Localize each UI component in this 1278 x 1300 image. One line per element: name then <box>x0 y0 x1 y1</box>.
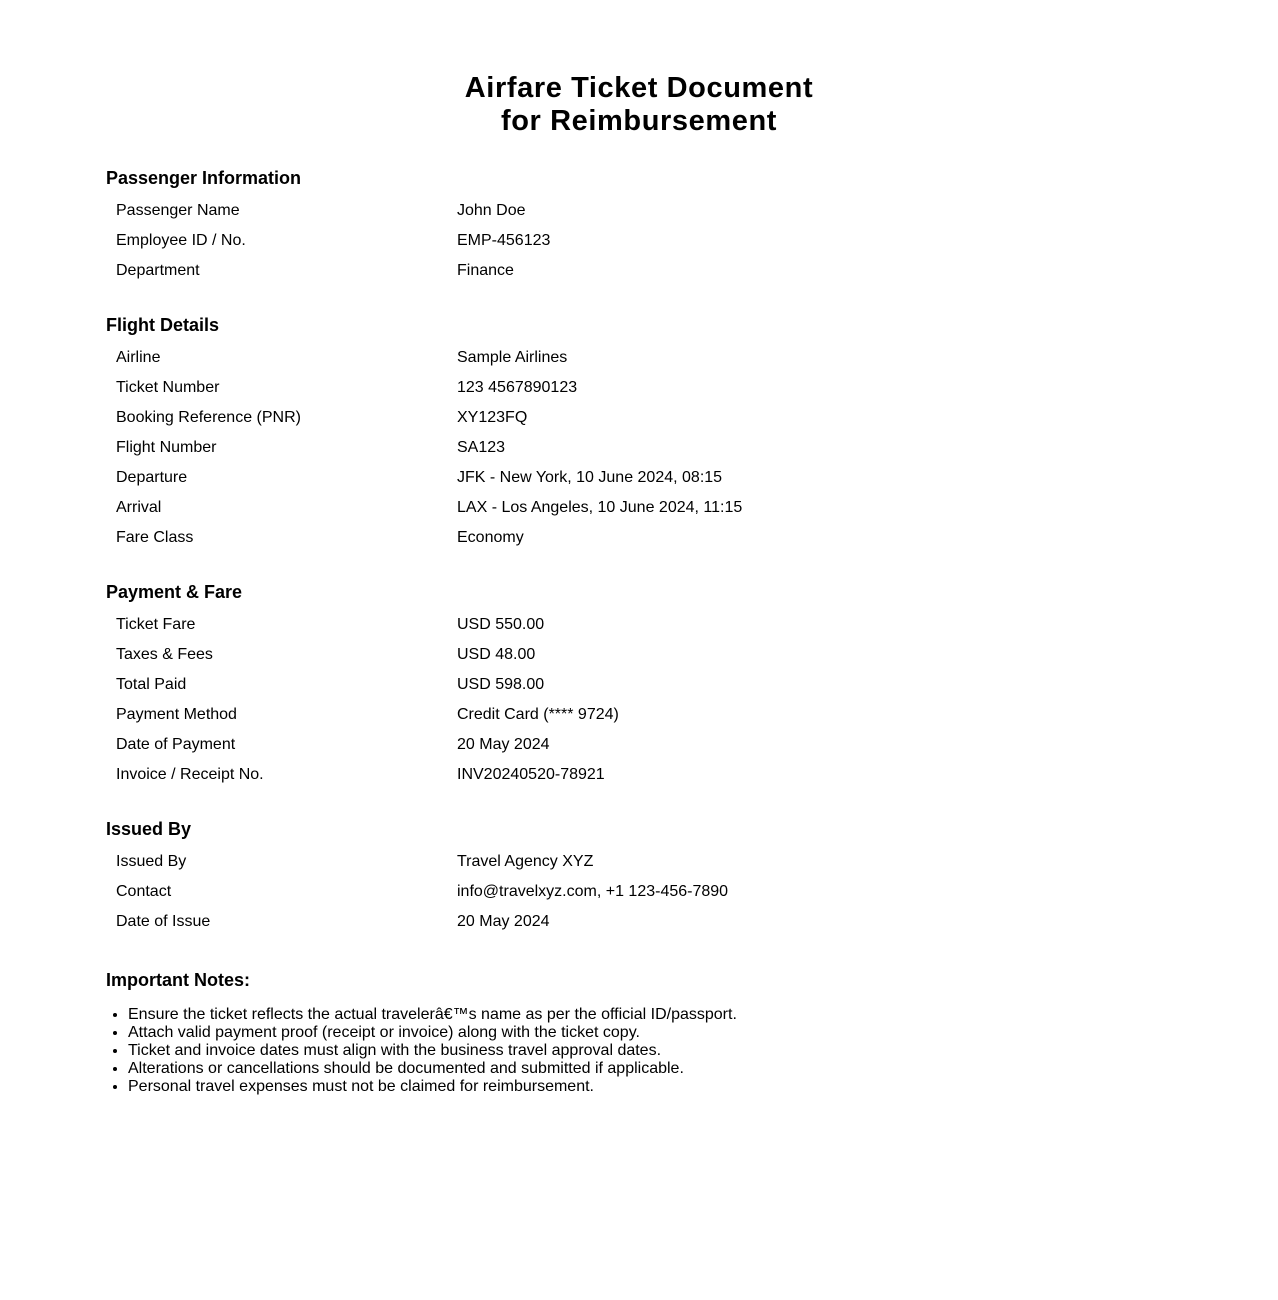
payment-fare-table <box>106 610 629 790</box>
ticket-fare-value: USD 550.00 <box>457 616 545 633</box>
table-row <box>106 700 629 730</box>
booking-reference-label: Booking Reference (PNR) <box>116 409 301 426</box>
notes-list <box>106 1006 737 1096</box>
issued-by-table <box>106 847 738 937</box>
flight-section-heading: Flight Details <box>106 315 220 335</box>
payment-method-value: Credit Card (**** 9724) <box>457 706 619 723</box>
ticket-number-value: 123 4567890123 <box>457 379 578 396</box>
table-row <box>106 433 752 463</box>
passenger-name-label: Passenger Name <box>116 202 240 219</box>
flight-details-table <box>106 343 752 553</box>
total-paid-value: USD 598.00 <box>457 676 545 693</box>
ticket-fare-label: Ticket Fare <box>116 616 196 633</box>
total-paid-label: Total Paid <box>116 676 187 693</box>
arrival-value: LAX - Los Angeles, 10 June 2024, 11:15 <box>457 499 743 516</box>
table-row <box>106 493 752 523</box>
table-row <box>106 256 560 286</box>
payment-section-heading: Payment & Fare <box>106 582 243 602</box>
document-title-line-1: Airfare Ticket Document <box>464 72 814 104</box>
ticket-number-label: Ticket Number <box>116 379 220 396</box>
invoice-receipt-label: Invoice / Receipt No. <box>116 766 264 783</box>
notes-heading: Important Notes: <box>106 970 250 990</box>
employee-id-value: EMP-456123 <box>457 232 551 249</box>
date-of-issue-label: Date of Issue <box>116 913 211 930</box>
table-row <box>106 226 560 256</box>
table-row <box>106 670 629 700</box>
passenger-info-table <box>106 196 560 286</box>
table-row <box>106 403 752 433</box>
list-item: • Alterations or cancellations should be documented and submitted if applicable. <box>128 1060 737 1078</box>
employee-id-label: Employee ID / No. <box>116 232 246 249</box>
taxes-fees-value: USD 48.00 <box>457 646 536 663</box>
table-row <box>106 640 629 670</box>
document-title <box>106 72 1172 138</box>
department-value: Finance <box>457 262 514 279</box>
fare-class-value: Economy <box>457 529 524 546</box>
issued-section-heading: Issued By <box>106 819 192 839</box>
table-row <box>106 730 629 760</box>
taxes-fees-label: Taxes & Fees <box>116 646 213 663</box>
departure-label: Departure <box>116 469 188 486</box>
list-item: • Ticket and invoice dates must align with the business travel approval dates. <box>128 1042 737 1060</box>
departure-value: JFK - New York, 10 June 2024, 08:15 <box>457 469 723 486</box>
table-row <box>106 463 752 493</box>
date-of-issue-value: 20 May 2024 <box>457 913 550 930</box>
table-row <box>106 196 560 226</box>
date-of-payment-label: Date of Payment <box>116 736 236 753</box>
table-row <box>106 610 629 640</box>
list-item: • Attach valid payment proof (receipt or invoice) along with the ticket copy. <box>128 1024 737 1042</box>
issued-by-label: Issued By <box>116 853 187 870</box>
booking-reference-value: XY123FQ <box>457 409 528 426</box>
list-item: • Personal travel expenses must not be claimed for reimbursement. <box>128 1078 737 1096</box>
passenger-name-value: John Doe <box>457 202 526 219</box>
flight-number-label: Flight Number <box>116 439 217 456</box>
table-row <box>106 760 629 790</box>
fare-class-label: Fare Class <box>116 529 194 546</box>
payment-method-label: Payment Method <box>116 706 237 723</box>
arrival-label: Arrival <box>116 499 162 516</box>
date-of-payment-value: 20 May 2024 <box>457 736 550 753</box>
table-row <box>106 373 752 403</box>
passenger-section-heading: Passenger Information <box>106 168 302 188</box>
flight-number-value: SA123 <box>457 439 506 456</box>
table-row <box>106 877 738 907</box>
table-row <box>106 523 752 553</box>
airline-label: Airline <box>116 349 161 366</box>
table-row <box>106 343 752 373</box>
airline-value: Sample Airlines <box>457 349 568 366</box>
contact-value: info@travelxyz.com, +1 123-456-7890 <box>457 883 729 900</box>
table-row <box>106 847 738 877</box>
issued-by-value: Travel Agency XYZ <box>457 853 594 870</box>
table-row <box>106 907 738 937</box>
list-item: • Ensure the ticket reflects the actual travelerâ€™s name as per the official ID/passport. <box>128 1006 737 1024</box>
contact-label: Contact <box>116 883 172 900</box>
department-label: Department <box>116 262 200 279</box>
document-title-line-2: for Reimbursement <box>500 105 778 137</box>
invoice-receipt-value: INV20240520-78921 <box>457 766 605 783</box>
